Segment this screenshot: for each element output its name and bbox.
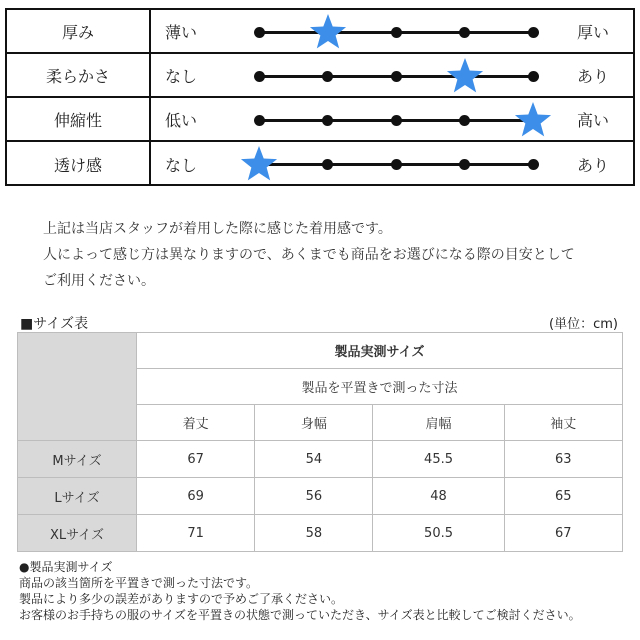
- feel-row-stretch: [7, 98, 633, 142]
- note-line: ご利用ください。: [43, 273, 155, 289]
- wear-feel-table: [5, 8, 635, 186]
- table-row: [18, 478, 623, 515]
- scale-dot: [322, 159, 333, 170]
- table-cell: 48: [373, 478, 504, 515]
- rating-star-icon: [239, 144, 279, 184]
- table-cell: 56: [255, 478, 373, 515]
- wear-feel-note: [43, 216, 575, 294]
- unit-label: (単位：cm): [549, 317, 618, 332]
- scale-dot: [391, 27, 402, 38]
- footnote-line: 製品により多少の誤差がありますので予めご了承ください。: [19, 592, 344, 606]
- rating-star-icon: [308, 12, 348, 52]
- feel-row-right-label: あり: [577, 155, 610, 175]
- scale-dot: [254, 27, 265, 38]
- note-line: 人によって感じ方は異なりますので、あくまでも商品をお選びになる際の目安として: [43, 247, 575, 263]
- feel-row-label: 透け感: [7, 142, 151, 186]
- table-cell: 50.5: [373, 515, 504, 552]
- size-table-header-sub: 製品を平置きで測った寸法: [137, 369, 623, 405]
- size-table-title: ■サイズ表: [20, 316, 89, 332]
- rating-star-icon: [513, 100, 553, 140]
- feel-row-thickness: [7, 10, 633, 54]
- scale-dot: [391, 71, 402, 82]
- scale-dot: [322, 115, 333, 126]
- feel-row-left-label: なし: [165, 155, 198, 175]
- table-row: [18, 441, 623, 478]
- scale-dot: [459, 27, 470, 38]
- table-cell: 69: [137, 478, 255, 515]
- feel-row-label: 柔らかさ: [7, 54, 151, 96]
- size-table: [17, 332, 623, 552]
- column-header: 肩幅: [373, 405, 504, 441]
- feel-row-sheerness: [7, 142, 633, 186]
- table-cell: 71: [137, 515, 255, 552]
- feel-row-right-label: 厚い: [577, 22, 610, 42]
- size-table-corner: [18, 333, 137, 441]
- size-table-header-main: 製品実測サイズ: [137, 333, 623, 369]
- footnote-line: 商品の該当箇所を平置きで測った寸法です。: [19, 576, 259, 590]
- feel-row-right-label: 高い: [577, 110, 610, 130]
- table-row: [18, 515, 623, 552]
- rating-star-icon: [445, 56, 485, 96]
- footnote-line: お客様のお手持ちの服のサイズを平置きの状態で測っていただき、サイズ表と比較してご検討ください。: [19, 608, 581, 622]
- column-header: 身幅: [255, 405, 373, 441]
- feel-row-right-label: あり: [577, 66, 610, 86]
- feel-row-left-label: 低い: [165, 110, 198, 130]
- row-header: XLサイズ: [18, 515, 137, 552]
- scale-dot: [391, 159, 402, 170]
- table-cell: 65: [504, 478, 622, 515]
- feel-row-left-label: 薄い: [165, 22, 198, 42]
- scale-dot: [254, 71, 265, 82]
- footnote-line: ●製品実測サイズ: [19, 560, 113, 574]
- size-footnotes: [19, 559, 581, 623]
- row-header: Lサイズ: [18, 478, 137, 515]
- table-cell: 67: [504, 515, 622, 552]
- feel-row-left-label: なし: [165, 66, 198, 86]
- feel-row-label: 厚み: [7, 10, 151, 52]
- scale-dot: [254, 115, 265, 126]
- scale-dot: [459, 115, 470, 126]
- feel-row-label: 伸縮性: [7, 98, 151, 140]
- scale-dot: [528, 71, 539, 82]
- feel-row-softness: [7, 54, 633, 98]
- scale-dot: [528, 159, 539, 170]
- scale-dot: [391, 115, 402, 126]
- table-cell: 63: [504, 441, 622, 478]
- table-cell: 54: [255, 441, 373, 478]
- scale-dot: [528, 27, 539, 38]
- scale-dot: [459, 159, 470, 170]
- note-line: 上記は当店スタッフが着用した際に感じた着用感です。: [43, 221, 392, 237]
- table-cell: 58: [255, 515, 373, 552]
- table-cell: 45.5: [373, 441, 504, 478]
- row-header: Mサイズ: [18, 441, 137, 478]
- column-header: 袖丈: [504, 405, 622, 441]
- column-header: 着丈: [137, 405, 255, 441]
- scale-dot: [322, 71, 333, 82]
- table-cell: 67: [137, 441, 255, 478]
